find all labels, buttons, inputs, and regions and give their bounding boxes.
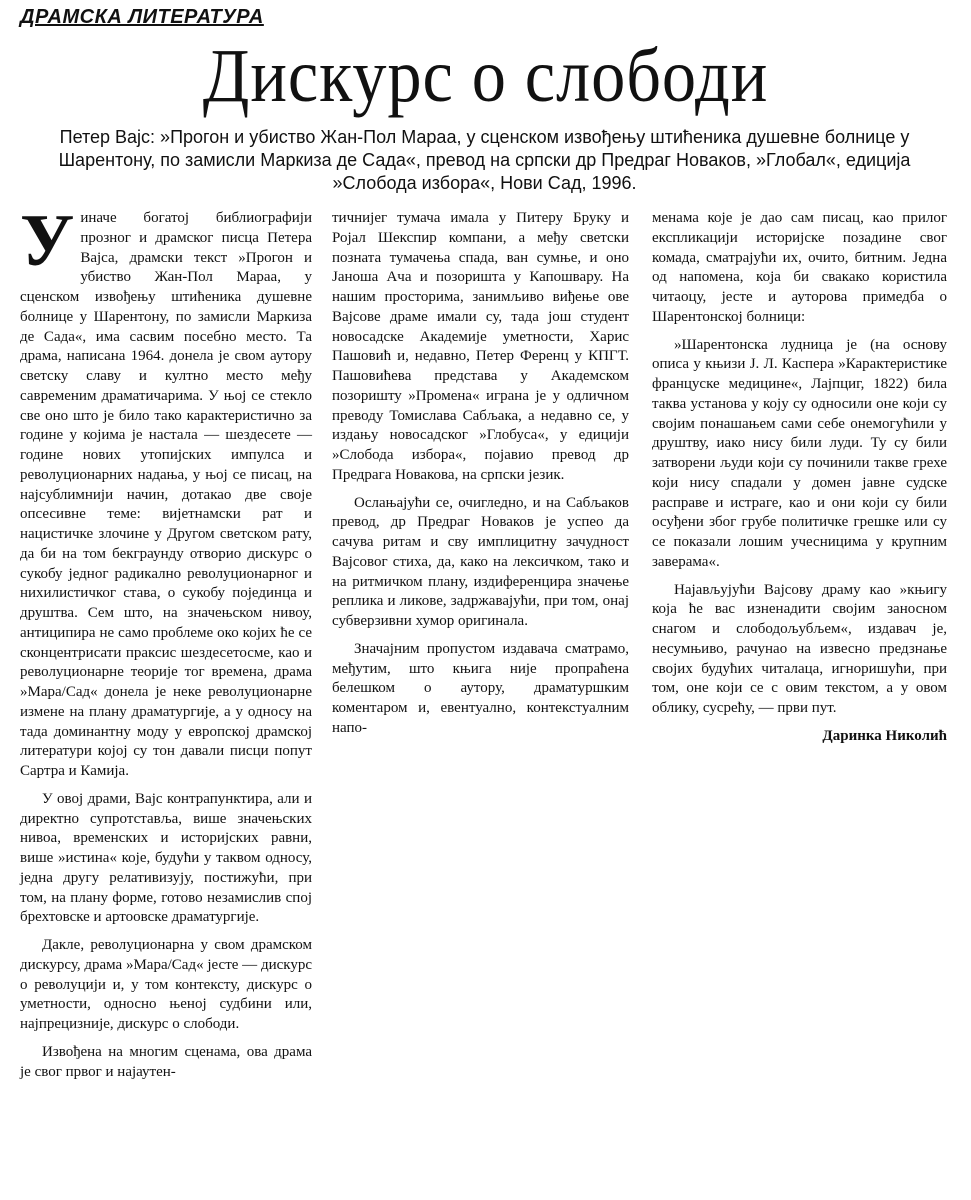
paragraph-4: Извођена на многим сценама, ова драма је свог првог и најаутен- [20, 1043, 312, 1080]
paragraph-10: Најављујући Вајсову драму као »књигу која ће вас изненадити својим заносном снагом и слободољубљем«, издавач је, несумњиво, рачунао на извесно предзнање својих будућих читалаца, игноришући, при том, оне који се с овим текстом, а у овом облику, сусрећу, — први пут. [652, 581, 947, 716]
author-signature: Даринка Николић [822, 727, 947, 744]
article-column-1 [20, 200, 312, 1090]
section-rubric: ДРАМСКА ЛИТЕРАТУРА [20, 6, 264, 28]
article-column-2 [332, 209, 629, 747]
article-column-3 [652, 209, 947, 747]
paragraph-1-text: иначе богатој библиографији прозног и драмског писца Петера Вајса, драмски текст »Прогон и убиство Жан-Пол Мараа, у сценском извођењу штићеника душевне болнице у Шарентону, по замисли Маркиза де Сада«, има сасвим посебно место. Та драма, написана 1964. донела је свом аутору светску славу и култно место међу савременим драматичарима. У њој се стекло све оно што је било тако карактеристично за године у којима је настала — шездесете — године нових утопијских импулса и револуционарних надања, у њој се писац, на најсублимнији начин, дотакао две своје опсесивне теме: вијетнамски рат и нацистичке злочине у Другом светском рату, да би на том бекграунду отворио дискурс о сукобу једног радикално револуционарног и нихилистичког става, о сукобу појединца и друштва. Сем што, на значењском нивоу, антиципира не само проблеме око којих ће се сконцентрисати праксис шездесетосме, као и револуционарне теорије тог времена, драма »Мара/Сад« донела је неке револуционарне измене на плану драматургије, а у односу на тада доминантну моду у европској драмској литератури којој су тон давали писци попут Сартра и Камија. [20, 210, 312, 779]
article-headline: Дискурс о слободи [202, 34, 769, 118]
paragraph-8: менама које је дао сам писац, као прилог експликацији историјске позадине свог комада, сматрајући их, очито, битним. Једна од напомена, која би свакако користила читаоцу, јесте и ауторова примедба о Шарентонској болници: [652, 210, 947, 325]
book-reference-lead: Петер Вајс: »Прогон и убиство Жан-Пол Мараа, у сценском извођењу штићеника душевне болнице у Шарентону, по замисли Маркиза де Сада«, превод на српски др Предраг Новаков, »Глобал«, едиција »Слобода избора«, Нови Сад, 1996. [58, 127, 911, 193]
paragraph-6: Ослањајући се, очигледно, и на Сабљаков превод, др Предраг Новаков је успео да сачува ритам и сву имплицитну зачудност Вајсовог стиха, да, како на лексичком, тако и на ритмичком плану, издиференцира значење реплика и ликове, задржавајући, при том, онај субверзивни хумор оригинала. [332, 494, 629, 629]
paragraph-2: У овој драми, Вајс контрапунктира, али и директно супротстављa, више значењских нивоа, временских и историјских равни, више »истина« које, будући у таквом односу, једна другу релативизују, постижући, при том, на плану форме, готово незамислив спој брехтовске и артоовске драматургије. [20, 790, 312, 926]
paragraph-7: Значајним пропустом издавача сматрамо, међутим, што књига није пропраћена белешком о аутору, драматуршким коментаром и, евентуално, контекстуалним напо- [332, 640, 629, 736]
paragraph-1 [20, 200, 312, 782]
paragraph-3: Дакле, револуционарна у свом драмском дискурсу, драма »Мара/Сад« јесте — дискурс о револуцији и, у том контексту, дискурс о уметности, односно њеној судбини или, најпрецизније, дискурс о слободи. [20, 937, 312, 1032]
paragraph-9: »Шарентонска лудница је (на основу описа у књизи Ј. Л. Каспера »Карактеристике француске медицине«, Лајпциг, 1822) била таква установа у коју су односили оне који су својим понашањем сами себе онемогућили у друштву, иако нису били луди. Ту су били затворени људи који су починили такве грехе који нису спадали у домен јавне судске расправе и истраге, као и они који су били осуђени због грубе политичке грешке или су се показали лошим учесницима у крупним заверама«. [652, 336, 947, 570]
drop-cap: У [20, 200, 75, 282]
paragraph-5: тичнијег тумача имала у Питеру Бруку и Ројал Шекспир компани, а међу светски позната тумачења спада, ван сумње, и оно Јаноша Ача и позоришта у Капошвару. На нашим просторима, занимљиво виђење ове Вајсове драме имали су, тада још студент новосадске Академије уметности, Харис Пашовић и, недавно, Петер Ференц у КПГТ. Пашовићева представа у Академском позоришту »Промена« играна је у одличном преводу Томислава Сабљака, а недавно се, у издању новосадског »Глобуса«, у едицији »Слобода избора«, појавио превод др Предрага Новакова, на српски језик. [332, 210, 629, 483]
